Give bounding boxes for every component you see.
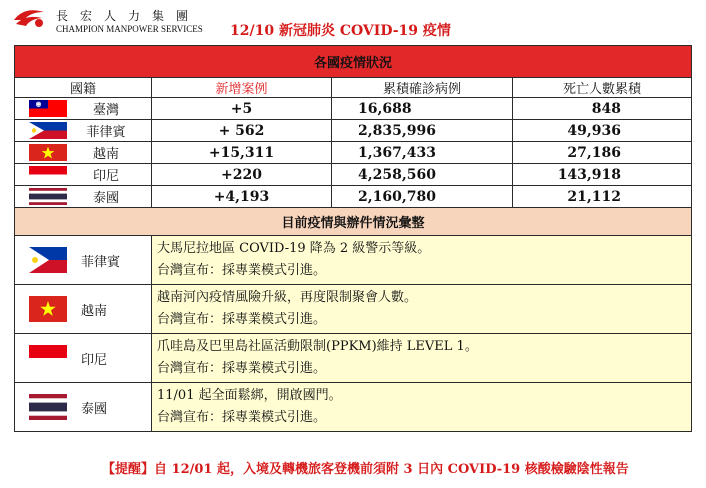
- table-row: [15, 120, 692, 142]
- thailand-flag-icon: [29, 394, 67, 420]
- column-header-new-cases: 新增案例: [152, 78, 332, 98]
- section-title-situation-summary: 目前疫情與辦件情況彙整: [15, 208, 692, 236]
- country-name: 臺灣: [92, 103, 119, 118]
- deaths-value: 848: [513, 98, 692, 120]
- column-header-row: [15, 78, 692, 98]
- taiwan-policy-text: 台灣宣布：採專業模式引進。: [157, 263, 327, 278]
- situation-text: 越南河內疫情風險升級，再度限制聚會人數。: [157, 290, 418, 305]
- deaths-value: 143,918: [513, 164, 692, 186]
- table-row: [15, 98, 692, 120]
- situation-country-name: 越南: [81, 303, 108, 319]
- reminder-note: 【提醒】自 12/01 起，入境及轉機旅客登機前須附 3 日內 COVID-19 核酸檢驗陰性報告: [102, 462, 629, 477]
- new-cases-value: + 562: [152, 120, 332, 142]
- covid-table: [14, 45, 692, 432]
- philippines-flag-icon: [29, 122, 67, 139]
- total-cases-value: 1,367,433: [332, 142, 513, 164]
- new-cases-value: +15,311: [152, 142, 332, 164]
- country-name: 菲律賓: [86, 125, 126, 140]
- vietnam-flag-icon: [29, 296, 67, 322]
- table-row: [15, 164, 692, 186]
- situation-text: 大馬尼拉地區 COVID-19 降為 2 級警示等級。: [157, 241, 431, 256]
- indonesia-flag-icon: [29, 345, 67, 371]
- taiwan-flag-icon: [29, 100, 67, 117]
- taiwan-policy-text: 台灣宣布：採專業模式引進。: [157, 410, 327, 425]
- company-name-cn: 長宏人力集團: [56, 9, 201, 23]
- situation-country-name: 泰國: [81, 401, 108, 417]
- table-row: [15, 142, 692, 164]
- company-logo-icon: [12, 6, 46, 30]
- taiwan-policy-text: 台灣宣布：採專業模式引進。: [157, 361, 327, 376]
- philippines-flag-icon: [29, 247, 67, 273]
- situation-row: [15, 236, 692, 285]
- column-header-total-cases: 累積確診病例: [332, 78, 513, 98]
- new-cases-value: +220: [152, 164, 332, 186]
- column-header-nationality: 國籍: [15, 78, 152, 98]
- situation-text: 11/01 起全面鬆綁，開啟國門。: [157, 388, 342, 403]
- table-row: [15, 186, 692, 208]
- situation-country-name: 菲律賓: [81, 254, 121, 270]
- country-name: 越南: [92, 147, 119, 162]
- total-cases-value: 4,258,560: [332, 164, 513, 186]
- deaths-value: 49,936: [513, 120, 692, 142]
- page-title: 12/10 新冠肺炎 COVID-19 疫情: [230, 23, 451, 39]
- deaths-value: 21,112: [513, 186, 692, 208]
- column-header-deaths: 死亡人數累積: [513, 78, 692, 98]
- taiwan-policy-text: 台灣宣布：採專業模式引進。: [157, 312, 327, 327]
- country-name: 泰國: [92, 191, 119, 206]
- total-cases-value: 16,688: [332, 98, 513, 120]
- situation-row: [15, 334, 692, 383]
- vietnam-flag-icon: [29, 144, 67, 161]
- situation-row: [15, 285, 692, 334]
- section-title-country-status: 各國疫情狀況: [15, 46, 692, 78]
- total-cases-value: 2,835,996: [332, 120, 513, 142]
- company-logo: [12, 4, 202, 40]
- situation-row: [15, 383, 692, 432]
- situation-text: 爪哇島及巴里島社區活動限制(PPKM)維持 LEVEL 1。: [157, 339, 478, 354]
- indonesia-flag-icon: [29, 166, 67, 183]
- country-name: 印尼: [92, 169, 119, 184]
- deaths-value: 27,186: [513, 142, 692, 164]
- company-name-en: CHAMPION MANPOWER SERVICES: [56, 24, 203, 34]
- new-cases-value: +5: [152, 98, 332, 120]
- total-cases-value: 2,160,780: [332, 186, 513, 208]
- situation-country-name: 印尼: [81, 352, 108, 368]
- new-cases-value: +4,193: [152, 186, 332, 208]
- thailand-flag-icon: [29, 188, 67, 205]
